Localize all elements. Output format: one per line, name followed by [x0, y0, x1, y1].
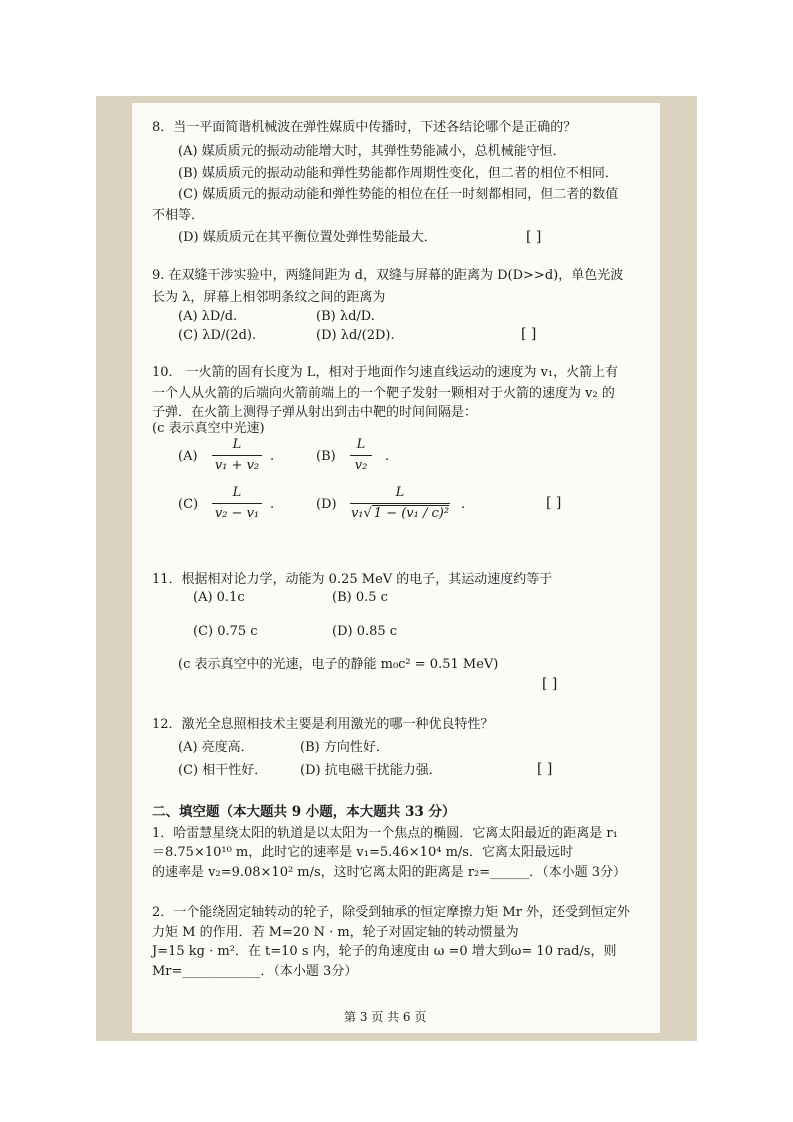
f1-line-2: ＝8.75×10¹⁰ m，此时它的速率是 v₁=5.46×10⁴ m/s．它离太阳最远时: [152, 845, 573, 860]
q10-c-fraction-bar: [212, 503, 262, 504]
q10-stem-cont: 一个人从火箭的后端向火箭前端上的一个靶子发射一颗相对于火箭的速度为 v₂ 的: [152, 386, 615, 401]
q10-option-d-label: (D): [316, 497, 337, 512]
sqrt-icon: √: [363, 506, 372, 521]
q8-stem: 8．当一平面简谐机械波在弹性媒质中传播时，下述各结论哪个是正确的？: [152, 120, 577, 135]
q10-option-d-dot: .: [461, 497, 466, 512]
q10-c-denominator: v₂ − v₁: [214, 506, 260, 521]
q10-b-fraction-bar: [350, 455, 372, 456]
q10-note: (c 表示真空中光速): [152, 421, 265, 436]
q10-option-b-fraction: [350, 437, 372, 474]
section-2-title: 二、填空题（本大题共 9 小题，本大题共 33 分）: [152, 804, 456, 820]
q11-note: (c 表示真空中的光速，电子的静能 m₀c² = 0.51 MeV): [178, 657, 499, 672]
q8-option-a: (A) 媒质质元的振动动能增大时，其弹性势能减小，总机械能守恒．: [178, 144, 566, 159]
q10-b-numerator: L: [356, 437, 366, 452]
q12-option-d: (D) 抗电磁干扰能力强．: [300, 763, 442, 778]
q12-answer-bracket: [ ]: [537, 761, 553, 777]
f2-line-4: Mr=____________．（本小题 3分）: [152, 964, 358, 979]
q10-d-denominator: [350, 506, 450, 522]
q9-option-b: (B) λd/D.: [316, 309, 375, 324]
page-footer: 第 3 页 共 6 页: [344, 1010, 427, 1024]
q10-answer-bracket: [ ]: [546, 495, 562, 511]
q9-answer-bracket: [ ]: [521, 326, 537, 342]
f1-line-1: 1．哈雷慧星绕太阳的轨道是以太阳为一个焦点的椭圆．它离太阳最近的距离是 r₁: [152, 826, 618, 841]
q10-option-c-dot: .: [270, 497, 275, 512]
q12-option-a: (A) 亮度高．: [178, 740, 254, 755]
q11-option-d: (D) 0.85 c: [332, 624, 398, 639]
q10-option-c-label: (C): [178, 497, 199, 512]
q12-option-b: (B) 方向性好．: [300, 740, 389, 755]
f2-line-3: J=15 kg · m²．在 t=10 s 内，轮子的角速度由 ω =0 增大到ω= 10 rad/s，则: [152, 944, 617, 959]
q10-stem-cont2: 子弹．在火箭上测得子弹从射出到击中靶的时间间隔是：: [152, 405, 478, 420]
q10-d-fraction-bar: [350, 503, 450, 504]
q8-option-c-cont: 不相等．: [152, 208, 205, 223]
q9-option-a: (A) λD/d.: [178, 309, 238, 324]
q11-stem: 11．根据相对论力学，动能为 0.25 MeV 的电子，其运动速度约等于: [152, 572, 553, 587]
q10-option-a-fraction: [212, 437, 262, 474]
q10-option-b-dot: .: [385, 449, 390, 464]
q10-d-denominator-radicand: 1 − (v₁ / c)²: [373, 506, 450, 521]
q10-a-numerator: L: [232, 437, 242, 452]
q10-b-denominator: v₂: [354, 458, 368, 473]
q12-option-c: (C) 相干性好．: [178, 763, 268, 778]
q8-answer-bracket: [ ]: [526, 229, 542, 245]
q10-a-denominator: v₁ + v₂: [214, 458, 260, 473]
f1-line-3: 的速率是 v₂=9.08×10² m/s，这时它离太阳的距离是 r₂=______．（本小题 3分）: [152, 865, 627, 880]
q11-option-c: (C) 0.75 c: [193, 624, 258, 639]
q10-c-numerator: L: [232, 485, 242, 500]
q10-option-c-fraction: [212, 485, 262, 522]
q11-option-b: (B) 0.5 c: [332, 590, 388, 605]
f2-line-1: 2．一个能绕固定轴转动的轮子，除受到轴承的恒定摩擦力矩 Mr 外，还受到恒定外: [152, 905, 631, 920]
q9-option-c: (C) λD/(2d).: [178, 328, 257, 343]
q10-option-b-label: (B): [316, 449, 336, 464]
q9-option-d: (D) λd/(2D).: [316, 328, 395, 343]
q10-a-fraction-bar: [212, 455, 262, 456]
q10-option-a-dot: .: [270, 449, 275, 464]
q11-option-a: (A) 0.1c: [193, 590, 245, 605]
q8-option-c: (C) 媒质质元的振动动能和弹性势能的相位在任一时刻都相同，但二者的数值: [178, 187, 619, 202]
q8-option-d: (D) 媒质质元在其平衡位置处弹性势能最大．: [178, 230, 437, 245]
q10-d-numerator: L: [395, 485, 405, 500]
q11-answer-bracket: [ ]: [542, 676, 558, 692]
q10-option-a-label: (A): [178, 449, 198, 464]
f2-line-2: 力矩 M 的作用．若 M=20 N · m，轮子对固定轴的转动惯量为: [152, 925, 519, 940]
q9-stem-cont: 长为 λ，屏幕上相邻明条纹之间的距离为: [152, 290, 386, 305]
q9-stem: 9. 在双缝干涉实验中，两缝间距为 d，双缝与屏幕的距离为 D(D>>d)，单色光波: [152, 268, 624, 283]
q10-option-d-fraction: [350, 485, 450, 522]
q10-d-denominator-factor: v₁: [350, 506, 364, 521]
q8-option-b: (B) 媒质质元的振动动能和弹性势能都作周期性变化，但二者的相位不相同．: [178, 166, 618, 181]
q12-stem: 12．激光全息照相技术主要是利用激光的哪一种优良特性？: [152, 717, 494, 732]
q10-stem: 10． 一火箭的固有长度为 L，相对于地面作匀速直线运动的速度为 v₁，火箭上有: [152, 365, 619, 380]
